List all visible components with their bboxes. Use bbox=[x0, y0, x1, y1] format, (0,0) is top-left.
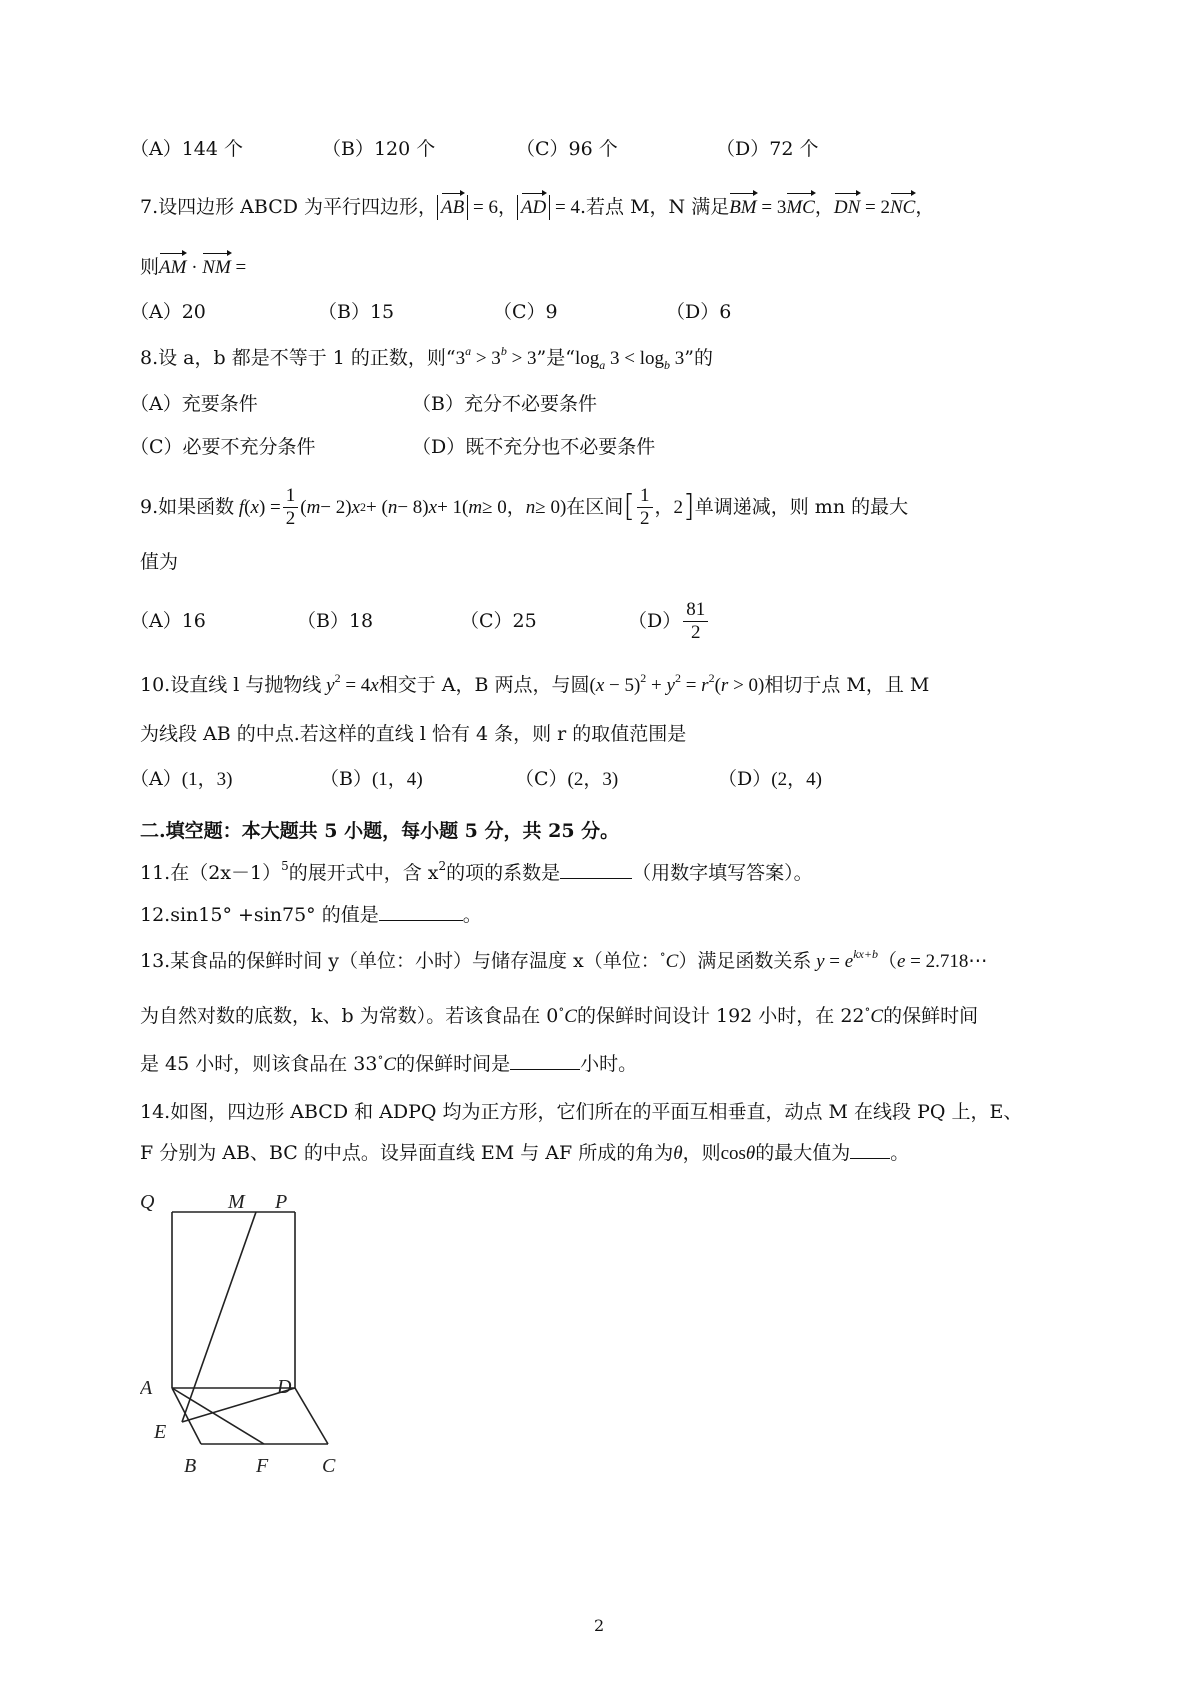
q13-line3: 是 45 小时，则该食品在 33∘C的保鲜时间是 小时。 bbox=[140, 1050, 638, 1075]
q6-option-b: （B）120 个 bbox=[322, 138, 436, 160]
q7-option-b: （B）15 bbox=[318, 301, 395, 323]
q8-option-a: （A）充要条件 bbox=[130, 393, 258, 415]
q10-line2: 为线段 AB 的中点.若这样的直线 l 恰有 4 条，则 r 的取值范围是 bbox=[140, 723, 687, 745]
q10-stem: 10.设直线 l 与抛物线 $y^2 = 4x$相交于 A，B 两点，与圆$(x - 5)^2 + y^2 = r^2(r > 0)$相切于点 M，且 M bbox=[140, 671, 930, 696]
q9-option-b: （B）18 bbox=[297, 610, 374, 632]
label-d: D bbox=[277, 1376, 292, 1398]
label-m: M bbox=[228, 1191, 245, 1213]
q9-option-c: （C）25 bbox=[460, 610, 537, 632]
q10-option-c: （C）(2，3) bbox=[515, 768, 619, 790]
label-q: Q bbox=[140, 1191, 155, 1213]
q7-option-d: （D）6 bbox=[666, 301, 732, 323]
q7-ask: 则AM · NM = bbox=[140, 256, 247, 278]
label-b: B bbox=[184, 1455, 197, 1477]
q10-option-d: （D）(2，4) bbox=[718, 768, 822, 790]
label-e: E bbox=[154, 1421, 167, 1443]
q8-option-b: （B）充分不必要条件 bbox=[412, 393, 597, 415]
q6-option-a: （A）144 个 bbox=[130, 138, 244, 160]
label-p: P bbox=[275, 1191, 288, 1213]
q7-option-a: （A）20 bbox=[130, 301, 206, 323]
q9-option-a: （A）16 bbox=[130, 610, 206, 632]
q10-option-b: （B）(1，4) bbox=[320, 768, 423, 790]
q8-stem: 8.设 a，b 都是不等于 1 的正数，则“$3^a > 3^b > 3$”是“$\log_a$ $3 < \log_b 3$”的 bbox=[140, 344, 713, 372]
label-a: A bbox=[140, 1377, 153, 1399]
label-f: F bbox=[256, 1455, 269, 1477]
q6-option-c: （C）96 个 bbox=[516, 138, 618, 160]
section-2-heading: 二.填空题：本大题共 5 小题，每小题 5 分，共 25 分。 bbox=[140, 820, 620, 842]
q13-line1: 13.某食品的保鲜时间 y（单位：小时）与储存温度 x（单位：∘C）满足函数关系 $y = e^{kx+b}(e$ = 2.718⋯ bbox=[140, 947, 988, 972]
q8-option-d: （D）既不充分也不必要条件 bbox=[412, 436, 656, 458]
q13-line2: 为自然对数的底数，k、b 为常数）。若该食品在 0∘C的保鲜时间设计 192 小时，在 22∘C的保鲜时间 bbox=[140, 1002, 979, 1027]
q9-stem: 9.如果函数 f ( x ) = $\frac{1}{2}$ ( m − 2) x 2 + ( n − 8) x + 1( m ≥ 0， n ≥ 0) 在区间 [ $\frac{1}{2}$ ，2 ] 单调递减，则 mn 的最大 bbox=[140, 484, 909, 529]
q7-option-c: （C）9 bbox=[493, 301, 558, 323]
q14-line1: 14.如图，四边形 ABCD 和 ADPQ 均为正方形，它们所在的平面互相垂直，动点 M 在线段 PQ 上，E、 bbox=[140, 1101, 1023, 1123]
segment-dc bbox=[295, 1388, 328, 1444]
q8-option-c: （C）必要不充分条件 bbox=[130, 436, 316, 458]
page-number: 2 bbox=[594, 1616, 605, 1635]
q9-line2: 值为 bbox=[140, 551, 179, 573]
q12: 12.sin15° +sin75° 的值是 。 bbox=[140, 904, 482, 926]
segment-me bbox=[182, 1212, 256, 1422]
q9-option-d: （D） $\frac{81}{2}$ bbox=[628, 598, 710, 644]
label-c: C bbox=[322, 1455, 336, 1477]
q10-option-a: （A）(1，3) bbox=[130, 768, 233, 790]
geometry-figure bbox=[140, 1190, 360, 1500]
q14-line2: F 分别为 AB、BC 的中点。设异面直线 EM 与 AF 所成的角为θ，则cosθ的最大值为 。 bbox=[140, 1142, 910, 1164]
q6-option-d: （D）72 个 bbox=[716, 138, 819, 160]
q11: 11.在$(2x-1)^5$的展开式中，含 $x^2$的项的系数是 （用数字填写答案）。 bbox=[140, 859, 813, 884]
q7-stem: 7.设四边形 ABCD 为平行四边形， AB = 6， AD = 4.若点 M，N 满足BM = 3MC，DN = 2NC， bbox=[140, 196, 935, 218]
